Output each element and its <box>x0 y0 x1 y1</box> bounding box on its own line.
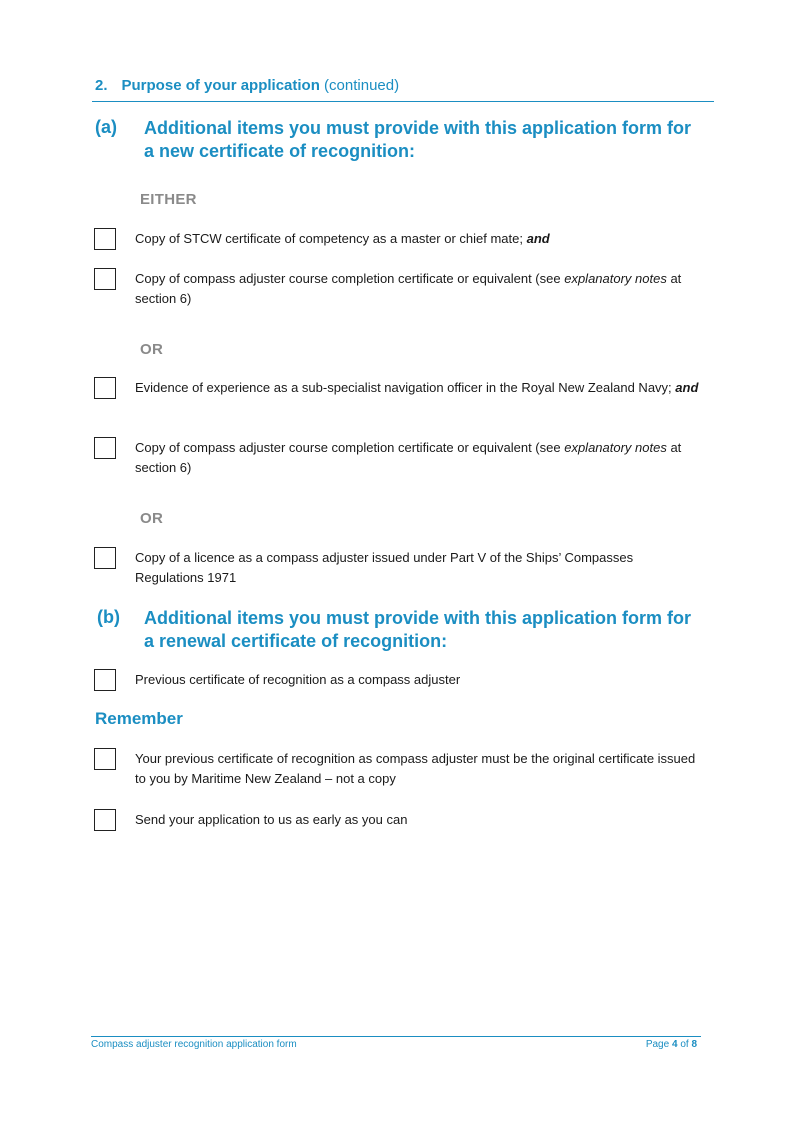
item-previous-certificate: Previous certificate of recognition as a compass adjuster <box>135 672 461 687</box>
checkbox-original-certificate[interactable] <box>94 748 116 770</box>
item-send-early: Send your application to us as early as you can <box>135 812 408 827</box>
section-heading <box>95 77 399 94</box>
or-label-2: OR <box>140 510 164 527</box>
part-a-title: Additional items you must provide with this application form for a new certificate of recognition: <box>144 118 692 161</box>
footer-form-name: Compass adjuster recognition application form <box>91 1039 297 1050</box>
part-b-title: Additional items you must provide with this application form for a renewal certificate of recognition: <box>144 608 692 651</box>
or-label-1: OR <box>140 341 164 358</box>
section-title: Purpose of your application <box>121 77 320 94</box>
section-divider <box>92 101 714 102</box>
item-course-certificate-1: Copy of compass adjuster course completion certificate or equivalent (see explanatory notes at section 6) <box>135 271 682 306</box>
item-original-certificate: Your previous certificate of recognition as compass adjuster must be the original certificate issued to you by Maritime New Zealand – not a copy <box>135 751 696 786</box>
section-continued: (continued) <box>324 77 400 94</box>
item-course-certificate-2: Copy of compass adjuster course completion certificate or equivalent (see explanatory notes at section 6) <box>135 440 682 475</box>
checkbox-stcw-certificate[interactable] <box>94 228 116 250</box>
part-b-label: (b) <box>97 607 120 627</box>
item-compass-licence: Copy of a licence as a compass adjuster issued under Part V of the Ships’ Compasses Regulations 1971 <box>135 550 634 585</box>
checkbox-send-early[interactable] <box>94 809 116 831</box>
checkbox-previous-certificate[interactable] <box>94 669 116 691</box>
footer-page-number: Page 4 of 8 <box>645 1039 697 1050</box>
checkbox-compass-licence[interactable] <box>94 547 116 569</box>
remember-heading: Remember <box>95 709 183 728</box>
either-label: EITHER <box>140 191 197 208</box>
footer-divider <box>91 1036 701 1037</box>
checkbox-course-certificate-2[interactable] <box>94 437 116 459</box>
item-stcw-certificate: Copy of STCW certificate of competency as a master or chief mate; and <box>135 231 550 246</box>
item-navy-experience: Evidence of experience as a sub-specialist navigation officer in the Royal New Zealand Navy; and <box>135 380 699 395</box>
part-a-label: (a) <box>95 117 117 137</box>
section-number: 2. <box>95 77 108 94</box>
checkbox-navy-experience[interactable] <box>94 377 116 399</box>
checkbox-course-certificate-1[interactable] <box>94 268 116 290</box>
